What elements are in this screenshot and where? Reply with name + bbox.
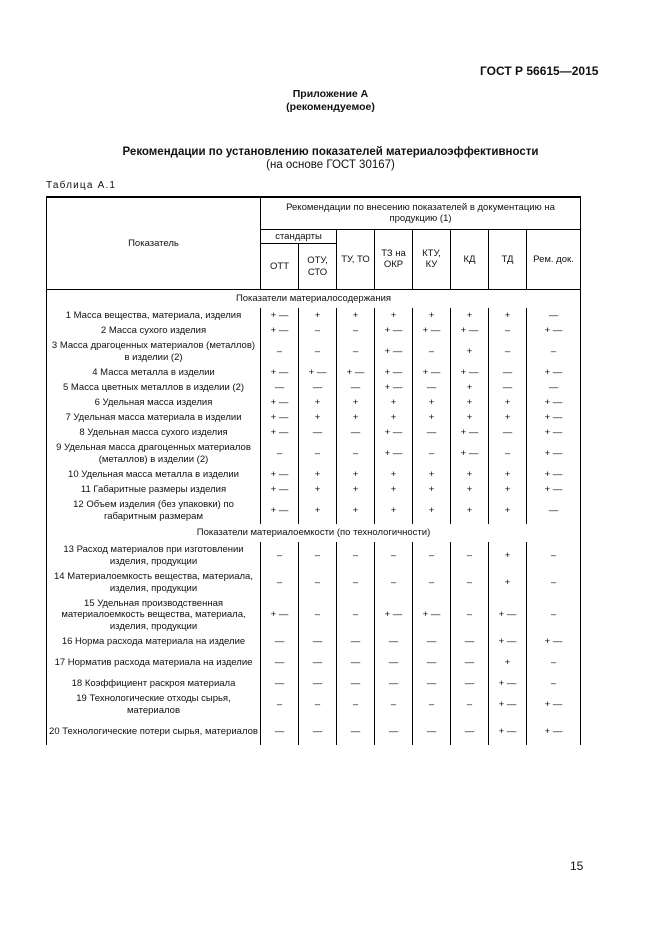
- recommendation-cell: —: [413, 634, 451, 649]
- section-title: Показатели материалосодержания: [47, 290, 581, 309]
- recommendation-cell: +: [451, 308, 489, 323]
- indicator-name: 15 Удельная производственная материалоемкость вещества, материала, изделия, продукции: [47, 596, 261, 634]
- recommendation-cell: –: [489, 338, 527, 365]
- indicator-name: 3 Масса драгоценных материалов (металлов) в изделии (2): [47, 338, 261, 365]
- table-row: [47, 338, 581, 365]
- recommendation-cell: —: [299, 380, 337, 395]
- recommendation-cell: + —: [261, 596, 299, 634]
- recommendation-cell: + —: [413, 596, 451, 634]
- table-row: [47, 410, 581, 425]
- recommendation-cell: —: [337, 634, 375, 649]
- recommendation-cell: + —: [527, 467, 581, 482]
- recommendation-cell: —: [489, 365, 527, 380]
- recommendation-cell: –: [261, 338, 299, 365]
- recommendation-cell: –: [261, 440, 299, 467]
- indicator-name: 11 Габаритные размеры изделия: [47, 482, 261, 497]
- recommendation-cell: +: [489, 395, 527, 410]
- recommendation-cell: –: [413, 440, 451, 467]
- table-label: Таблица А.1: [46, 180, 117, 191]
- table-row: [47, 395, 581, 410]
- recommendation-cell: —: [451, 676, 489, 691]
- table-row: [47, 569, 581, 596]
- recommendation-cell: + —: [375, 440, 413, 467]
- recommendation-cell: —: [375, 649, 413, 676]
- recommendation-cell: + —: [261, 425, 299, 440]
- recommendation-cell: + —: [451, 365, 489, 380]
- recommendation-cell: +: [489, 308, 527, 323]
- recommendation-cell: +: [451, 338, 489, 365]
- recommendation-cell: —: [337, 425, 375, 440]
- recommendation-cell: —: [337, 676, 375, 691]
- recommendation-cell: –: [337, 691, 375, 718]
- recommendation-cell: –: [375, 569, 413, 596]
- recommendation-cell: + —: [261, 365, 299, 380]
- recommendation-cell: +: [413, 395, 451, 410]
- recommendation-cell: + —: [527, 718, 581, 745]
- recommendation-cell: –: [451, 569, 489, 596]
- standard-designation: ГОСТ Р 56615—2015: [480, 64, 599, 78]
- recommendation-cell: + —: [527, 365, 581, 380]
- recommendation-cell: +: [413, 497, 451, 524]
- table-row: [47, 365, 581, 380]
- recommendation-cell: +: [375, 467, 413, 482]
- recommendation-cell: —: [413, 718, 451, 745]
- recommendation-cell: + —: [337, 365, 375, 380]
- recommendation-cell: +: [337, 410, 375, 425]
- indicator-name: 6 Удельная масса изделия: [47, 395, 261, 410]
- recommendation-cell: +: [451, 410, 489, 425]
- recommendation-cell: +: [451, 380, 489, 395]
- recommendation-cell: +: [451, 467, 489, 482]
- recommendation-cell: + —: [375, 338, 413, 365]
- indicator-name: 9 Удельная масса драгоценных материалов (металлов) в изделии (2): [47, 440, 261, 467]
- recommendation-cell: + —: [261, 410, 299, 425]
- recommendation-cell: —: [261, 380, 299, 395]
- recommendation-cell: +: [299, 497, 337, 524]
- recommendation-cell: + —: [261, 482, 299, 497]
- recommendation-cell: +: [337, 497, 375, 524]
- recommendation-cell: –: [527, 542, 581, 569]
- recommendation-cell: + —: [261, 395, 299, 410]
- recommendation-cell: + —: [451, 323, 489, 338]
- recommendation-cell: —: [413, 649, 451, 676]
- table-row: [47, 308, 581, 323]
- recommendation-cell: –: [299, 596, 337, 634]
- recommendation-cell: —: [375, 676, 413, 691]
- indicator-name: 12 Объем изделия (без упаковки) по габаритным размерам: [47, 497, 261, 524]
- recommendation-cell: + —: [261, 497, 299, 524]
- recommendation-cell: + —: [261, 308, 299, 323]
- indicator-name: 4 Масса металла в изделии: [47, 365, 261, 380]
- table-container: [46, 196, 581, 745]
- recommendation-cell: + —: [489, 676, 527, 691]
- recommendation-cell: –: [413, 338, 451, 365]
- table-row: [47, 691, 581, 718]
- recommendation-cell: –: [337, 323, 375, 338]
- header-col-5: КТУ, КУ: [413, 229, 451, 290]
- table-row: [47, 323, 581, 338]
- document-subtitle: (на основе ГОСТ 30167): [266, 159, 395, 171]
- recommendation-cell: +: [451, 497, 489, 524]
- recommendation-cell: + —: [489, 596, 527, 634]
- recommendation-cell: +: [451, 395, 489, 410]
- indicator-name: 16 Норма расхода материала на изделие: [47, 634, 261, 649]
- recommendation-cell: —: [413, 425, 451, 440]
- recommendation-cell: +: [489, 410, 527, 425]
- recommendation-cell: –: [527, 338, 581, 365]
- table-row: [47, 718, 581, 745]
- recommendation-cell: —: [527, 308, 581, 323]
- recommendation-cell: +: [489, 649, 527, 676]
- table-row: [47, 440, 581, 467]
- recommendation-cell: –: [451, 542, 489, 569]
- recommendation-cell: + —: [489, 691, 527, 718]
- recommendation-cell: –: [261, 569, 299, 596]
- recommendation-cell: +: [337, 482, 375, 497]
- recommendation-cell: –: [527, 649, 581, 676]
- recommendation-cell: –: [413, 569, 451, 596]
- table-row: [47, 497, 581, 524]
- recommendation-cell: —: [451, 649, 489, 676]
- recommendation-cell: –: [337, 569, 375, 596]
- recommendation-cell: + —: [527, 634, 581, 649]
- recommendation-cell: –: [299, 440, 337, 467]
- recommendation-cell: —: [337, 649, 375, 676]
- table-row: [47, 676, 581, 691]
- recommendation-cell: —: [451, 634, 489, 649]
- recommendation-cell: —: [489, 425, 527, 440]
- indicator-name: 5 Масса цветных металлов в изделии (2): [47, 380, 261, 395]
- recommendation-cell: + —: [527, 425, 581, 440]
- recommendation-cell: –: [375, 691, 413, 718]
- section-title: Показатели материалоемкости (по технологичности): [47, 524, 581, 542]
- recommendation-cell: –: [451, 691, 489, 718]
- recommendation-cell: —: [299, 425, 337, 440]
- annex-title: Приложение А: [292, 88, 369, 100]
- header-col-4: ТЗ на ОКР: [375, 229, 413, 290]
- indicator-name: 17 Норматив расхода материала на изделие: [47, 649, 261, 676]
- recommendation-cell: + —: [261, 323, 299, 338]
- header-recommendations: Рекомендации по внесению показателей в документацию на продукцию (1): [261, 197, 581, 229]
- indicator-name: 18 Коэффициент раскроя материала: [47, 676, 261, 691]
- recommendation-cell: +: [489, 542, 527, 569]
- recommendation-cell: +: [299, 308, 337, 323]
- recommendation-cell: –: [413, 691, 451, 718]
- recommendation-cell: + —: [527, 410, 581, 425]
- recommendation-cell: +: [413, 308, 451, 323]
- indicator-name: 19 Технологические отходы сырья, материалов: [47, 691, 261, 718]
- recommendation-cell: —: [299, 634, 337, 649]
- recommendation-cell: –: [337, 596, 375, 634]
- recommendation-cell: –: [527, 596, 581, 634]
- recommendation-cell: –: [337, 542, 375, 569]
- recommendation-cell: + —: [413, 365, 451, 380]
- recommendation-cell: —: [261, 649, 299, 676]
- header-col-2: ОТУ, СТО: [299, 244, 337, 290]
- recommendation-cell: +: [375, 395, 413, 410]
- indicator-name: 13 Расход материалов при изготовлении изделия, продукции: [47, 542, 261, 569]
- recommendation-cell: +: [489, 569, 527, 596]
- header-col-1: ОТТ: [261, 244, 299, 290]
- indicator-name: 8 Удельная масса сухого изделия: [47, 425, 261, 440]
- recommendation-cell: + —: [527, 691, 581, 718]
- recommendation-cell: +: [337, 467, 375, 482]
- recommendation-cell: –: [489, 440, 527, 467]
- recommendation-cell: –: [299, 338, 337, 365]
- table-row: [47, 649, 581, 676]
- recommendation-cell: —: [261, 718, 299, 745]
- recommendation-cell: + —: [299, 365, 337, 380]
- recommendation-cell: +: [299, 482, 337, 497]
- recommendation-cell: –: [527, 569, 581, 596]
- recommendation-cell: + —: [489, 634, 527, 649]
- recommendation-cell: –: [261, 542, 299, 569]
- indicator-name: 2 Масса сухого изделия: [47, 323, 261, 338]
- recommendation-cell: –: [299, 542, 337, 569]
- recommendation-cell: –: [451, 596, 489, 634]
- recommendation-cell: —: [489, 380, 527, 395]
- recommendation-cell: —: [337, 380, 375, 395]
- recommendation-cell: + —: [451, 440, 489, 467]
- recommendation-cell: +: [451, 482, 489, 497]
- recommendation-cell: –: [299, 323, 337, 338]
- recommendation-cell: —: [375, 718, 413, 745]
- recommendation-cell: —: [527, 380, 581, 395]
- recommendation-cell: + —: [527, 440, 581, 467]
- header-col-6: КД: [451, 229, 489, 290]
- recommendation-cell: –: [299, 569, 337, 596]
- header-standards: стандарты: [261, 229, 337, 244]
- recommendation-cell: + —: [527, 323, 581, 338]
- recommendation-cell: —: [261, 634, 299, 649]
- recommendation-cell: —: [413, 380, 451, 395]
- table-row: [47, 596, 581, 634]
- recommendation-cell: + —: [527, 482, 581, 497]
- recommendation-cell: –: [337, 440, 375, 467]
- recommendation-cell: +: [299, 395, 337, 410]
- indicator-name: 10 Удельная масса металла в изделии: [47, 467, 261, 482]
- recommendation-cell: –: [261, 691, 299, 718]
- recommendation-cell: +: [413, 410, 451, 425]
- header-col-3: ТУ, ТО: [337, 229, 375, 290]
- recommendation-cell: +: [413, 482, 451, 497]
- recommendation-cell: —: [375, 634, 413, 649]
- recommendations-table: [46, 196, 581, 745]
- recommendation-cell: + —: [489, 718, 527, 745]
- recommendation-cell: + —: [375, 323, 413, 338]
- recommendation-cell: + —: [375, 380, 413, 395]
- recommendation-cell: –: [375, 542, 413, 569]
- recommendation-cell: +: [413, 467, 451, 482]
- recommendation-cell: —: [299, 676, 337, 691]
- recommendation-cell: –: [527, 676, 581, 691]
- indicator-name: 14 Материалоемкость вещества, материала, изделия, продукции: [47, 569, 261, 596]
- recommendation-cell: —: [413, 676, 451, 691]
- recommendation-cell: +: [489, 482, 527, 497]
- recommendation-cell: +: [299, 467, 337, 482]
- recommendation-cell: +: [299, 410, 337, 425]
- header-col-8: Рем. док.: [527, 229, 581, 290]
- recommendation-cell: +: [375, 308, 413, 323]
- recommendation-cell: +: [375, 482, 413, 497]
- indicator-name: 1 Масса вещества, материала, изделия: [47, 308, 261, 323]
- table-row: [47, 482, 581, 497]
- recommendation-cell: —: [261, 676, 299, 691]
- recommendation-cell: –: [489, 323, 527, 338]
- recommendation-cell: +: [375, 410, 413, 425]
- recommendation-cell: –: [413, 542, 451, 569]
- recommendation-cell: + —: [413, 323, 451, 338]
- recommendation-cell: +: [337, 395, 375, 410]
- recommendation-cell: + —: [375, 425, 413, 440]
- table-row: [47, 425, 581, 440]
- recommendation-cell: + —: [375, 365, 413, 380]
- recommendation-cell: + —: [261, 467, 299, 482]
- table-row: [47, 634, 581, 649]
- indicator-name: 20 Технологические потери сырья, материалов: [47, 718, 261, 745]
- annex-type: (рекомендуемое): [286, 101, 375, 113]
- section-row: [47, 524, 581, 542]
- header-col-7: ТД: [489, 229, 527, 290]
- recommendation-cell: –: [337, 338, 375, 365]
- recommendation-cell: +: [489, 467, 527, 482]
- table-row: [47, 542, 581, 569]
- indicator-name: 7 Удельная масса материала в изделии: [47, 410, 261, 425]
- table-row: [47, 380, 581, 395]
- section-row: [47, 290, 581, 309]
- recommendation-cell: +: [337, 308, 375, 323]
- document-title: Рекомендации по установлению показателей материалоэффективности: [122, 146, 539, 158]
- recommendation-cell: + —: [451, 425, 489, 440]
- page-number: 15: [570, 859, 584, 873]
- recommendation-cell: + —: [375, 596, 413, 634]
- recommendation-cell: —: [527, 497, 581, 524]
- recommendation-cell: + —: [527, 395, 581, 410]
- recommendation-cell: —: [299, 718, 337, 745]
- header-indicator: Показатель: [47, 197, 261, 290]
- recommendation-cell: +: [375, 497, 413, 524]
- recommendation-cell: +: [489, 497, 527, 524]
- recommendation-cell: —: [451, 718, 489, 745]
- table-row: [47, 467, 581, 482]
- recommendation-cell: —: [299, 649, 337, 676]
- recommendation-cell: –: [299, 691, 337, 718]
- recommendation-cell: —: [337, 718, 375, 745]
